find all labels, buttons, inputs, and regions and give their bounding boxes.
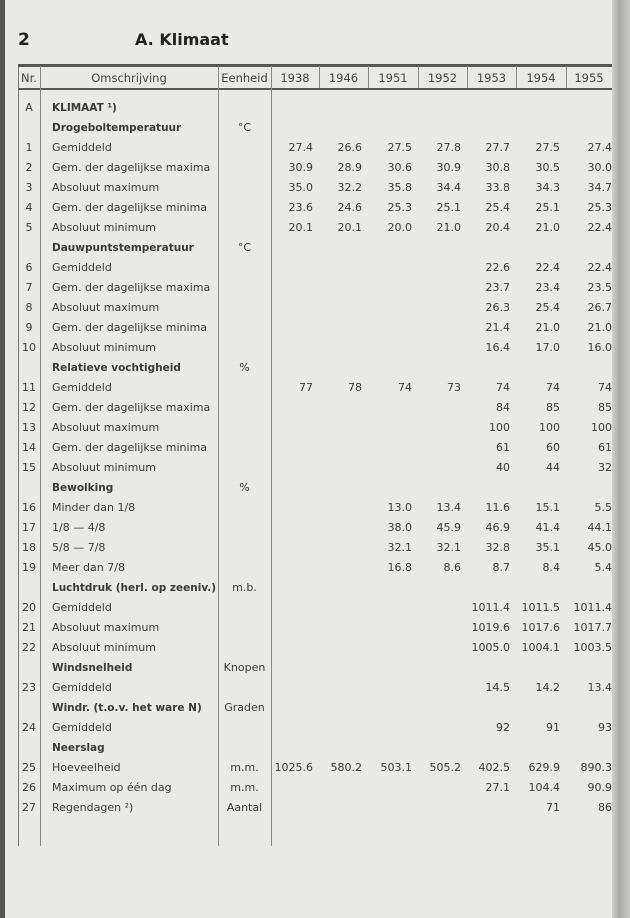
table-row <box>0 618 630 638</box>
table-header-rule <box>18 88 612 90</box>
value-cell: 23.7 <box>485 281 510 294</box>
value-cell: 23.6 <box>288 201 313 214</box>
value-cell: 85 <box>598 401 612 414</box>
section-heading-row <box>0 98 630 118</box>
value-cell: 35.0 <box>288 181 313 194</box>
value-cell: 85 <box>546 401 560 414</box>
table-row <box>0 458 630 478</box>
section-heading-row <box>0 358 630 378</box>
value-cell: 78 <box>348 381 362 394</box>
value-cell: 30.9 <box>288 161 313 174</box>
value-cell: 30.6 <box>387 161 412 174</box>
row-number: 24 <box>22 721 36 734</box>
value-cell: 32.8 <box>485 541 510 554</box>
row-description: Gem. der dagelijkse minima <box>52 201 208 214</box>
table-row <box>0 498 630 518</box>
row-description: Gemiddeld <box>52 721 112 734</box>
row-number: 3 <box>25 181 33 194</box>
value-cell: 1017.7 <box>573 621 612 634</box>
section-heading-row <box>0 478 630 498</box>
row-unit: Aantal <box>226 801 263 814</box>
value-cell: 23.4 <box>535 281 560 294</box>
value-cell: 1025.6 <box>274 761 313 774</box>
value-cell: 73 <box>447 381 461 394</box>
table-row <box>0 158 630 178</box>
column-header: 1952 <box>427 71 458 85</box>
value-cell: 25.1 <box>436 201 461 214</box>
row-number: 23 <box>22 681 36 694</box>
value-cell: 30.9 <box>436 161 461 174</box>
row-number: 25 <box>22 761 36 774</box>
section-heading-row <box>0 698 630 718</box>
table-row <box>0 218 630 238</box>
value-cell: 74 <box>546 381 560 394</box>
value-cell: 27.1 <box>485 781 510 794</box>
row-description: Gem. der dagelijkse maxima <box>52 401 211 414</box>
value-cell: 30.8 <box>485 161 510 174</box>
row-unit: Graden <box>224 701 265 714</box>
value-cell: 15.1 <box>535 501 560 514</box>
value-cell: 32.1 <box>436 541 461 554</box>
row-number: 14 <box>22 441 36 454</box>
table-row <box>0 598 630 618</box>
value-cell: 30.5 <box>535 161 560 174</box>
column-header: Nr. <box>21 71 37 85</box>
value-cell: 8.7 <box>492 561 510 574</box>
value-cell: 93 <box>598 721 612 734</box>
column-header: Omschrijving <box>91 71 167 85</box>
row-number: 4 <box>25 201 33 214</box>
value-cell: 20.0 <box>387 221 412 234</box>
value-cell: 5.5 <box>594 501 612 514</box>
column-header: 1954 <box>526 71 556 85</box>
value-cell: 28.9 <box>337 161 362 174</box>
section-heading-row <box>0 658 630 678</box>
value-cell: 32 <box>598 461 612 474</box>
value-cell: 1004.1 <box>521 641 560 654</box>
row-description: Absoluut minimum <box>52 221 156 234</box>
table-row <box>0 378 630 398</box>
value-cell: 34.3 <box>535 181 560 194</box>
value-cell: 1003.5 <box>573 641 612 654</box>
row-description: Drogeboltemperatuur <box>52 122 182 134</box>
row-number: 10 <box>22 341 36 354</box>
column-header: 1953 <box>476 71 507 85</box>
column-header: 1955 <box>574 71 604 85</box>
value-cell: 13.4 <box>587 681 612 694</box>
value-cell: 24.6 <box>337 201 362 214</box>
table-row <box>0 258 630 278</box>
table-row <box>0 798 630 818</box>
row-number: 7 <box>25 281 33 294</box>
value-cell: 45.9 <box>436 521 461 534</box>
value-cell: 21.0 <box>535 321 560 334</box>
value-cell: 13.0 <box>387 501 412 514</box>
value-cell: 38.0 <box>387 521 412 534</box>
row-unit: m.m. <box>230 781 259 794</box>
value-cell: 13.4 <box>436 501 461 514</box>
value-cell: 890.3 <box>580 761 612 774</box>
row-description: Meer dan 7/8 <box>52 561 125 574</box>
value-cell: 30.0 <box>587 161 612 174</box>
value-cell: 21.0 <box>587 321 612 334</box>
value-cell: 22.4 <box>587 261 612 274</box>
row-description: 1/8 — 4/8 <box>52 521 106 534</box>
value-cell: 33.8 <box>485 181 510 194</box>
row-description: Gemiddeld <box>52 261 112 274</box>
row-unit: % <box>239 361 250 374</box>
value-cell: 1011.4 <box>471 601 510 614</box>
table-row <box>0 338 630 358</box>
value-cell: 44 <box>546 461 560 474</box>
value-cell: 61 <box>496 441 510 454</box>
value-cell: 32.1 <box>387 541 412 554</box>
row-number: 27 <box>22 801 36 814</box>
row-number: 5 <box>25 221 33 234</box>
table-row <box>0 138 630 158</box>
row-description: Minder dan 1/8 <box>52 501 136 514</box>
value-cell: 25.3 <box>387 201 412 214</box>
row-description: Absoluut maximum <box>52 181 160 194</box>
row-number: 6 <box>25 261 33 274</box>
row-description: Gemiddeld <box>52 381 112 394</box>
value-cell: 25.4 <box>535 301 560 314</box>
page-number: 2 <box>18 30 30 50</box>
row-description: KLIMAAT ¹) <box>52 102 117 114</box>
row-unit: Knopen <box>223 661 266 674</box>
value-cell: 20.1 <box>288 221 313 234</box>
value-cell: 1005.0 <box>471 641 510 654</box>
value-cell: 25.3 <box>587 201 612 214</box>
value-cell: 22.6 <box>485 261 510 274</box>
value-cell: 16.8 <box>387 561 412 574</box>
row-number: 26 <box>22 781 36 794</box>
value-cell: 100 <box>489 421 510 434</box>
value-cell: 505.2 <box>429 761 461 774</box>
value-cell: 27.8 <box>436 141 461 154</box>
row-number: 21 <box>22 621 36 634</box>
value-cell: 27.4 <box>587 141 612 154</box>
value-cell: 100 <box>591 421 612 434</box>
value-cell: 35.8 <box>387 181 412 194</box>
value-cell: 17.0 <box>535 341 560 354</box>
value-cell: 503.1 <box>380 761 412 774</box>
row-number: 12 <box>22 401 36 414</box>
row-unit: °C <box>237 121 252 134</box>
value-cell: 27.5 <box>387 141 412 154</box>
value-cell: 77 <box>299 381 313 394</box>
row-description: Gemiddeld <box>52 601 112 614</box>
row-number: 16 <box>22 501 36 514</box>
table-row <box>0 438 630 458</box>
value-cell: 1011.5 <box>521 601 560 614</box>
row-number: 13 <box>22 421 36 434</box>
value-cell: 25.4 <box>485 201 510 214</box>
table-row <box>0 198 630 218</box>
table-row <box>0 278 630 298</box>
row-description: Gemiddeld <box>52 681 112 694</box>
row-description: Neerslag <box>52 742 105 754</box>
table-row <box>0 718 630 738</box>
value-cell: 629.9 <box>528 761 560 774</box>
column-header: Eenheid <box>221 71 268 85</box>
value-cell: 91 <box>546 721 560 734</box>
section-heading-row <box>0 238 630 258</box>
row-number: 2 <box>25 161 33 174</box>
value-cell: 34.7 <box>587 181 612 194</box>
value-cell: 8.6 <box>443 561 461 574</box>
row-number: 20 <box>22 601 36 614</box>
row-number: 8 <box>25 301 33 314</box>
table-row <box>0 538 630 558</box>
row-number: 11 <box>22 381 36 394</box>
value-cell: 74 <box>598 381 612 394</box>
value-cell: 402.5 <box>478 761 510 774</box>
value-cell: 14.2 <box>535 681 560 694</box>
row-number: 22 <box>22 641 36 654</box>
value-cell: 35.1 <box>535 541 560 554</box>
value-cell: 21.0 <box>535 221 560 234</box>
row-unit: °C <box>237 241 252 254</box>
value-cell: 26.3 <box>485 301 510 314</box>
value-cell: 23.5 <box>587 281 612 294</box>
value-cell: 40 <box>496 461 510 474</box>
value-cell: 44.1 <box>587 521 612 534</box>
value-cell: 1017.6 <box>521 621 560 634</box>
value-cell: 14.5 <box>485 681 510 694</box>
value-cell: 1019.6 <box>471 621 510 634</box>
value-cell: 46.9 <box>485 521 510 534</box>
row-description: Maximum op één dag <box>52 781 172 794</box>
value-cell: 27.4 <box>288 141 313 154</box>
value-cell: 1011.4 <box>573 601 612 614</box>
value-cell: 5.4 <box>594 561 612 574</box>
value-cell: 27.7 <box>485 141 510 154</box>
value-cell: 27.5 <box>535 141 560 154</box>
row-description: Gem. der dagelijkse maxima <box>52 281 211 294</box>
value-cell: 16.4 <box>485 341 510 354</box>
row-description: Regendagen ²) <box>52 801 134 814</box>
value-cell: 26.6 <box>337 141 362 154</box>
value-cell: 20.4 <box>485 221 510 234</box>
value-cell: 580.2 <box>330 761 362 774</box>
value-cell: 61 <box>598 441 612 454</box>
table-row <box>0 298 630 318</box>
column-header: 1946 <box>328 71 359 85</box>
table-row <box>0 678 630 698</box>
table-row <box>0 398 630 418</box>
value-cell: 104.4 <box>528 781 560 794</box>
row-description: Absoluut minimum <box>52 641 156 654</box>
table-row <box>0 418 630 438</box>
value-cell: 74 <box>496 381 510 394</box>
row-description: Absoluut maximum <box>52 621 160 634</box>
table-top-rule <box>18 64 612 67</box>
table-row <box>0 758 630 778</box>
section-heading-row <box>0 738 630 758</box>
value-cell: 11.6 <box>485 501 510 514</box>
value-cell: 86 <box>598 801 612 814</box>
row-description: 5/8 — 7/8 <box>52 541 106 554</box>
table-row <box>0 638 630 658</box>
row-description: Relatieve vochtigheid <box>52 362 181 374</box>
row-description: Windr. (t.o.v. het ware N) <box>52 702 202 714</box>
value-cell: 60 <box>546 441 560 454</box>
column-header: 1938 <box>280 71 310 85</box>
row-description: Absoluut maximum <box>52 301 160 314</box>
value-cell: 90.9 <box>587 781 612 794</box>
table-row <box>0 778 630 798</box>
value-cell: 74 <box>398 381 412 394</box>
row-description: Gem. der dagelijkse minima <box>52 441 208 454</box>
row-description: Bewolking <box>52 482 114 494</box>
value-cell: 71 <box>546 801 560 814</box>
value-cell: 45.0 <box>587 541 612 554</box>
row-description: Hoeveelheid <box>52 761 121 774</box>
row-number: 17 <box>22 521 36 534</box>
value-cell: 84 <box>496 401 510 414</box>
value-cell: 32.2 <box>337 181 362 194</box>
row-unit: % <box>239 481 250 494</box>
row-number: A <box>25 101 33 114</box>
section-heading-row <box>0 578 630 598</box>
row-number: 1 <box>25 141 33 154</box>
row-unit: m.b. <box>232 581 257 594</box>
value-cell: 21.4 <box>485 321 510 334</box>
row-description: Gem. der dagelijkse maxima <box>52 161 211 174</box>
value-cell: 22.4 <box>535 261 560 274</box>
row-description: Dauwpuntstemperatuur <box>52 242 194 254</box>
table-row <box>0 318 630 338</box>
row-number: 9 <box>25 321 33 334</box>
row-description: Windsnelheid <box>52 662 133 674</box>
row-number: 19 <box>22 561 36 574</box>
value-cell: 16.0 <box>587 341 612 354</box>
row-description: Absoluut minimum <box>52 461 156 474</box>
section-heading-row <box>0 118 630 138</box>
value-cell: 21.0 <box>436 221 461 234</box>
table-row <box>0 558 630 578</box>
value-cell: 20.1 <box>337 221 362 234</box>
row-description: Gem. der dagelijkse minima <box>52 321 208 334</box>
section-title: A. Klimaat <box>135 30 229 49</box>
value-cell: 100 <box>539 421 560 434</box>
row-unit: m.m. <box>230 761 259 774</box>
row-description: Absoluut minimum <box>52 341 156 354</box>
value-cell: 8.4 <box>542 561 560 574</box>
row-description: Absoluut maximum <box>52 421 160 434</box>
table-row <box>0 518 630 538</box>
row-number: 18 <box>22 541 36 554</box>
row-description: Gemiddeld <box>52 141 112 154</box>
value-cell: 92 <box>496 721 510 734</box>
column-header: 1951 <box>378 71 408 85</box>
value-cell: 34.4 <box>436 181 461 194</box>
row-description: Luchtdruk (herl. op zeeniv.) <box>52 582 217 594</box>
value-cell: 26.7 <box>587 301 612 314</box>
value-cell: 25.1 <box>535 201 560 214</box>
value-cell: 41.4 <box>535 521 560 534</box>
value-cell: 22.4 <box>587 221 612 234</box>
table-row <box>0 178 630 198</box>
row-number: 15 <box>22 461 36 474</box>
